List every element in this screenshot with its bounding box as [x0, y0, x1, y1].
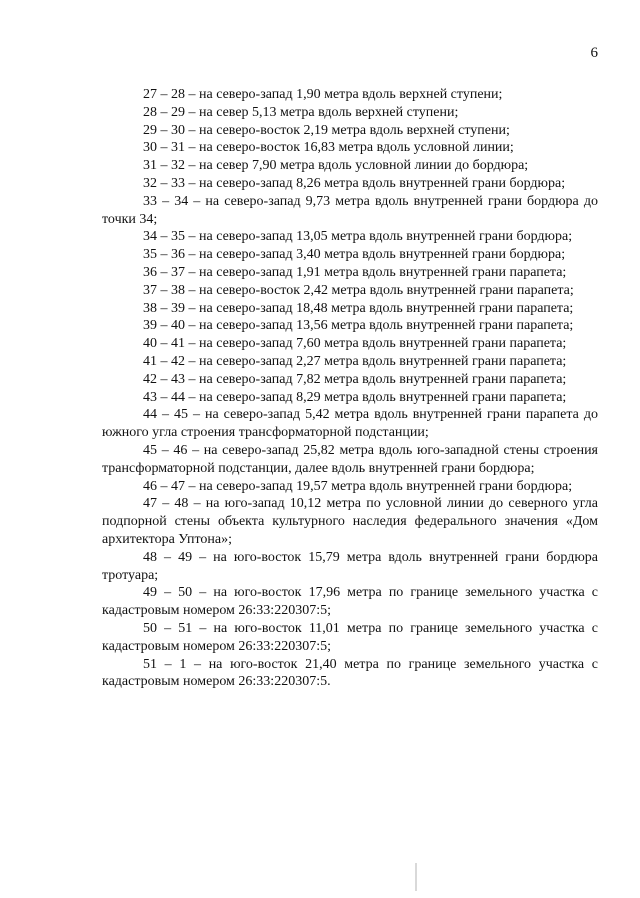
boundary-segment-37-38: 37 – 38 – на северо-восток 2,42 метра вдоль внутренней грани парапета;	[143, 282, 574, 298]
boundary-segment-44-45: 44 – 45 – на северо-запад 5,42 метра вдоль внутренней грани парапета до южного угла строения трансформаторной подстанции;	[102, 407, 598, 441]
boundary-segment-50-51: 50 – 51 – на юго-восток 11,01 метра по границе земельного участка с кадастровым номером 26:33:220307:5;	[102, 620, 598, 654]
scan-artifact-mark	[415, 863, 417, 891]
boundary-segment-47-48: 47 – 48 – на юго-запад 10,12 метра по условной линии до северного угла подпорной стены объекта культурного наследия федерального значения «Дом архитектора Уптона»;	[102, 496, 598, 547]
boundary-segment-40-41: 40 – 41 – на северо-запад 7,60 метра вдоль внутренней грани парапета;	[143, 336, 567, 352]
boundary-segment-48-49: 48 – 49 – на юго-восток 15,79 метра вдоль внутренней грани бордюра тротуара;	[102, 549, 598, 583]
boundary-segment-49-50: 49 – 50 – на юго-восток 17,96 метра по границе земельного участка с кадастровым номером 26:33:220307:5;	[102, 585, 598, 619]
boundary-segment-32-33: 32 – 33 – на северо-запад 8,26 метра вдоль внутренней грани бордюра;	[143, 175, 566, 191]
boundary-segment-43-44: 43 – 44 – на северо-запад 8,29 метра вдоль внутренней грани парапета;	[143, 389, 567, 405]
boundary-segment-45-46: 45 – 46 – на северо-запад 25,82 метра вдоль юго-западной стены строения трансформаторной подстанции, далее вдоль внутренней грани бордюра;	[102, 442, 598, 476]
boundary-segment-36-37: 36 – 37 – на северо-запад 1,91 метра вдоль внутренней грани парапета;	[143, 264, 567, 280]
boundary-segment-30-31: 30 – 31 – на северо-восток 16,83 метра вдоль условной линии;	[143, 140, 514, 156]
boundary-segment-28-29: 28 – 29 – на север 5,13 метра вдоль верхней ступени;	[143, 104, 459, 120]
boundary-segment-34-35: 34 – 35 – на северо-запад 13,05 метра вдоль внутренней грани бордюра;	[143, 229, 573, 245]
boundary-segment-42-43: 42 – 43 – на северо-запад 7,82 метра вдоль внутренней грани парапета;	[143, 371, 567, 387]
boundary-segment-41-42: 41 – 42 – на северо-запад 2,27 метра вдоль внутренней грани парапета;	[143, 353, 567, 369]
boundary-description-list	[102, 86, 598, 691]
boundary-segment-38-39: 38 – 39 – на северо-запад 18,48 метра вдоль внутренней грани парапета;	[143, 300, 574, 316]
boundary-segment-39-40: 39 – 40 – на северо-запад 13,56 метра вдоль внутренней грани парапета;	[143, 318, 574, 334]
boundary-segment-35-36: 35 – 36 – на северо-запад 3,40 метра вдоль внутренней грани бордюра;	[143, 247, 566, 263]
page-number: 6	[590, 45, 598, 61]
boundary-segment-31-32: 31 – 32 – на север 7,90 метра вдоль условной линии до бордюра;	[143, 158, 529, 174]
boundary-segment-33-34: 33 – 34 – на северо-запад 9,73 метра вдоль внутренней грани бордюра до точки 34;	[102, 193, 598, 227]
boundary-segment-51-1: 51 – 1 – на юго-восток 21,40 метра по границе земельного участка с кадастровым номером 26:33:220307:5.	[102, 656, 598, 690]
boundary-segment-29-30: 29 – 30 – на северо-восток 2,19 метра вдоль верхней ступени;	[143, 122, 510, 138]
boundary-segment-27-28: 27 – 28 – на северо-запад 1,90 метра вдоль верхней ступени;	[143, 87, 503, 102]
boundary-segment-46-47: 46 – 47 – на северо-запад 19,57 метра вдоль внутренней грани бордюра;	[143, 478, 573, 494]
